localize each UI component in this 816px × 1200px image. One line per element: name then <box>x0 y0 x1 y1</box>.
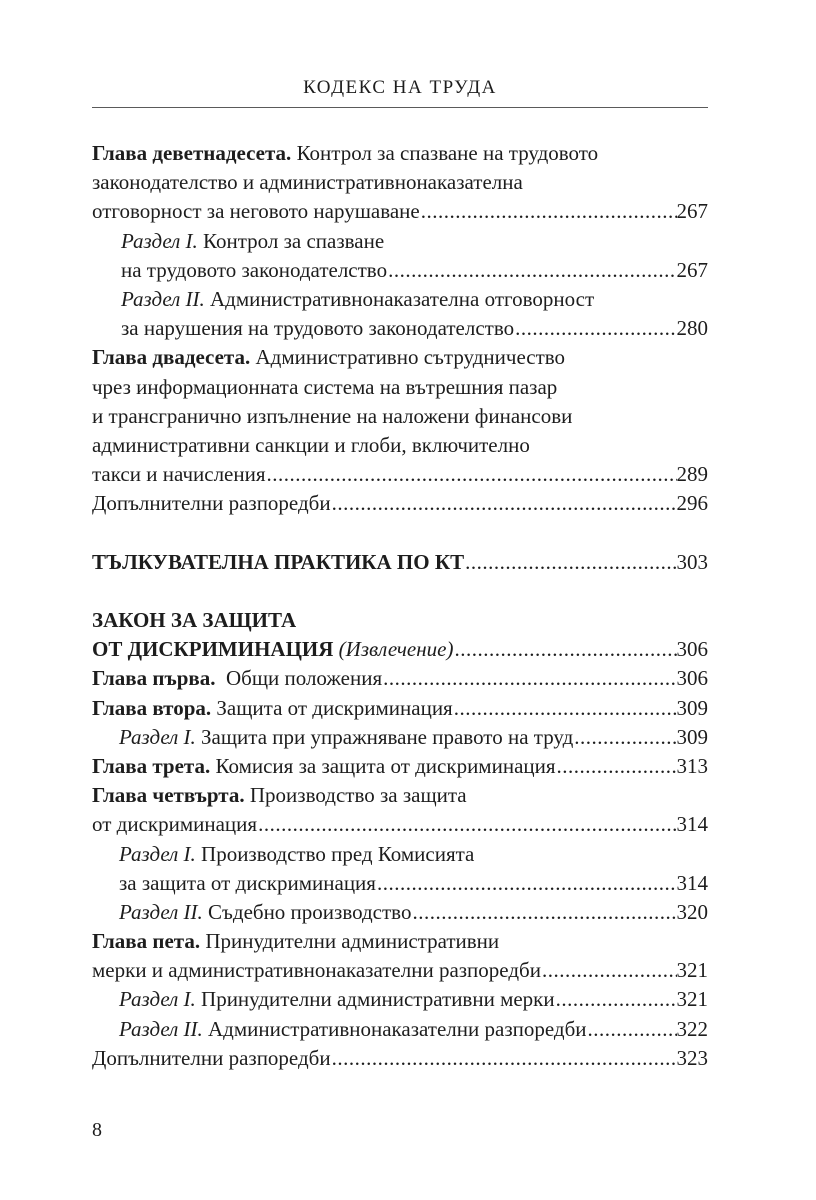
toc-entry-additional-provisions <box>92 1044 708 1073</box>
toc-line <box>92 460 708 489</box>
entry-text: Допълнителни разпоредби <box>92 1045 331 1070</box>
chapter-heading: Глава втора. <box>92 695 212 720</box>
toc-entry-section <box>92 985 708 1014</box>
dot-leader <box>331 489 677 518</box>
chapter-title: Комисия за защита от дискриминация <box>215 753 556 778</box>
toc-entry-section <box>92 1015 708 1044</box>
page-ref: 323 <box>676 1045 708 1070</box>
toc-line <box>92 197 708 226</box>
section-title: Административнонаказателна отговорност <box>210 286 595 311</box>
section-title: Защита при упражняване правото на труд <box>201 724 574 749</box>
chapter-title: Защита от дискриминация <box>216 695 453 720</box>
section-label: Раздел II. <box>119 1016 203 1041</box>
toc-line <box>92 956 708 985</box>
dot-leader <box>266 460 677 489</box>
dot-leader <box>587 1015 677 1044</box>
toc-entry-section <box>92 898 708 927</box>
spacer <box>92 518 708 547</box>
toc-line <box>92 314 708 343</box>
dot-leader <box>556 752 677 781</box>
toc-line <box>92 869 708 898</box>
section-title: Контрол за спазване <box>203 228 385 253</box>
page-ref: 289 <box>676 462 708 487</box>
toc-line <box>92 810 708 839</box>
chapter-heading: Глава четвърта. <box>92 783 245 808</box>
toc-entry-section <box>92 285 708 314</box>
dot-leader <box>387 256 676 285</box>
entry-text: за нарушения на трудовото законодателство <box>121 316 515 341</box>
dot-leader <box>573 723 676 752</box>
section-title: Съдебно производство <box>208 899 412 924</box>
dot-leader <box>411 898 676 927</box>
chapter-heading: Глава двадесета. <box>92 345 251 370</box>
dot-leader <box>420 197 677 226</box>
entry-text: ТЪЛКУВАТЕЛНА ПРАКТИКА ПО КТ <box>92 549 465 574</box>
section-title: Производство пред Комисията <box>201 841 475 866</box>
entry-text: на трудовото законодателство <box>121 257 388 282</box>
dot-leader <box>514 314 676 343</box>
toc-entry-chapter-1 <box>92 664 708 693</box>
toc-entry-chapter-4 <box>92 781 708 810</box>
toc-entry-chapter-20 <box>92 343 708 372</box>
page-ref: 321 <box>676 958 708 983</box>
section-label: Раздел I. <box>119 841 196 866</box>
toc-entry-law <box>92 635 708 664</box>
extract-note: (Извлечение) <box>338 637 454 662</box>
table-of-contents <box>92 139 708 1073</box>
toc-entry-interpretive-practice <box>92 548 708 577</box>
toc-line: законодателство и административнонаказателна <box>92 170 523 195</box>
entry-text: отговорност за неговото нарушаване <box>92 199 420 224</box>
section-title: Принудителни административни мерки <box>201 987 555 1012</box>
dot-leader <box>541 956 677 985</box>
law-title: ЗАКОН ЗА ЗАЩИТА <box>92 608 297 632</box>
section-label: Раздел I. <box>121 228 198 253</box>
section-label: Раздел II. <box>121 286 205 311</box>
chapter-heading: Глава деветнадесета. <box>92 141 292 165</box>
dot-leader <box>382 664 676 693</box>
page-ref: 306 <box>676 637 708 662</box>
section-title: Административнонаказателни разпоредби <box>208 1016 587 1041</box>
page-ref: 321 <box>676 987 708 1012</box>
dot-leader <box>376 869 677 898</box>
chapter-title: Контрол за спазване на трудовото <box>296 141 599 165</box>
page-ref: 309 <box>676 724 708 749</box>
chapter-title: Принудителни административни <box>205 929 500 954</box>
page-number: 8 <box>92 1119 102 1141</box>
page-ref: 309 <box>676 695 708 720</box>
toc-entry-chapter-3 <box>92 752 708 781</box>
toc-entry-chapter-19 <box>92 139 708 168</box>
dot-leader <box>331 1044 677 1073</box>
toc-line: административни санкции и глоби, включително <box>92 432 530 457</box>
chapter-heading: Глава трета. <box>92 753 211 778</box>
spacer <box>92 577 708 606</box>
toc-entry-chapter-5 <box>92 927 708 956</box>
toc-line: чрез информационната система на вътрешния пазар <box>92 374 558 399</box>
chapter-heading: Глава първа. <box>92 666 216 691</box>
toc-entry-section <box>92 840 708 869</box>
dot-leader <box>464 548 676 577</box>
page-ref: 306 <box>676 666 708 691</box>
page-ref: 313 <box>676 753 708 778</box>
section-label: Раздел II. <box>119 899 203 924</box>
page-ref: 267 <box>676 257 708 282</box>
dot-leader <box>453 694 677 723</box>
entry-text: такси и начисления <box>92 462 266 487</box>
dot-leader <box>257 810 676 839</box>
page-ref: 296 <box>676 491 708 516</box>
page-ref: 314 <box>676 812 708 837</box>
toc-entry-section <box>92 227 708 256</box>
page-ref: 314 <box>676 870 708 895</box>
header-rule <box>92 107 708 108</box>
chapter-title: Производство за защита <box>249 783 467 808</box>
running-header: КОДЕКС НА ТРУДА <box>303 77 497 98</box>
chapter-heading: Глава пета. <box>92 929 201 954</box>
section-label: Раздел I. <box>119 724 196 749</box>
section-label: Раздел I. <box>119 987 196 1012</box>
page-ref: 322 <box>676 1016 708 1041</box>
page-ref: 303 <box>676 549 708 574</box>
chapter-title: Общи положения <box>225 666 383 691</box>
page-ref: 280 <box>676 316 708 341</box>
toc-entry-chapter-2 <box>92 694 708 723</box>
page-ref: 267 <box>676 199 708 224</box>
dot-leader <box>453 635 676 664</box>
entry-text: от дискриминация <box>92 812 258 837</box>
entry-text: мерки и административнонаказателни разпоредби <box>92 958 541 983</box>
toc-line: и трансгранично изпълнение на наложени финансови <box>92 403 573 428</box>
entry-text: за защита от дискриминация <box>119 870 376 895</box>
dot-leader <box>555 985 677 1014</box>
toc-entry-section <box>92 723 708 752</box>
law-title-line2: ОТ ДИСКРИМИНАЦИЯ <box>92 637 334 662</box>
toc-entry-additional-provisions <box>92 489 708 518</box>
chapter-title: Административно сътрудничество <box>255 345 566 370</box>
toc-line <box>92 256 708 285</box>
page-ref: 320 <box>676 899 708 924</box>
entry-text: Допълнителни разпоредби <box>92 491 331 516</box>
